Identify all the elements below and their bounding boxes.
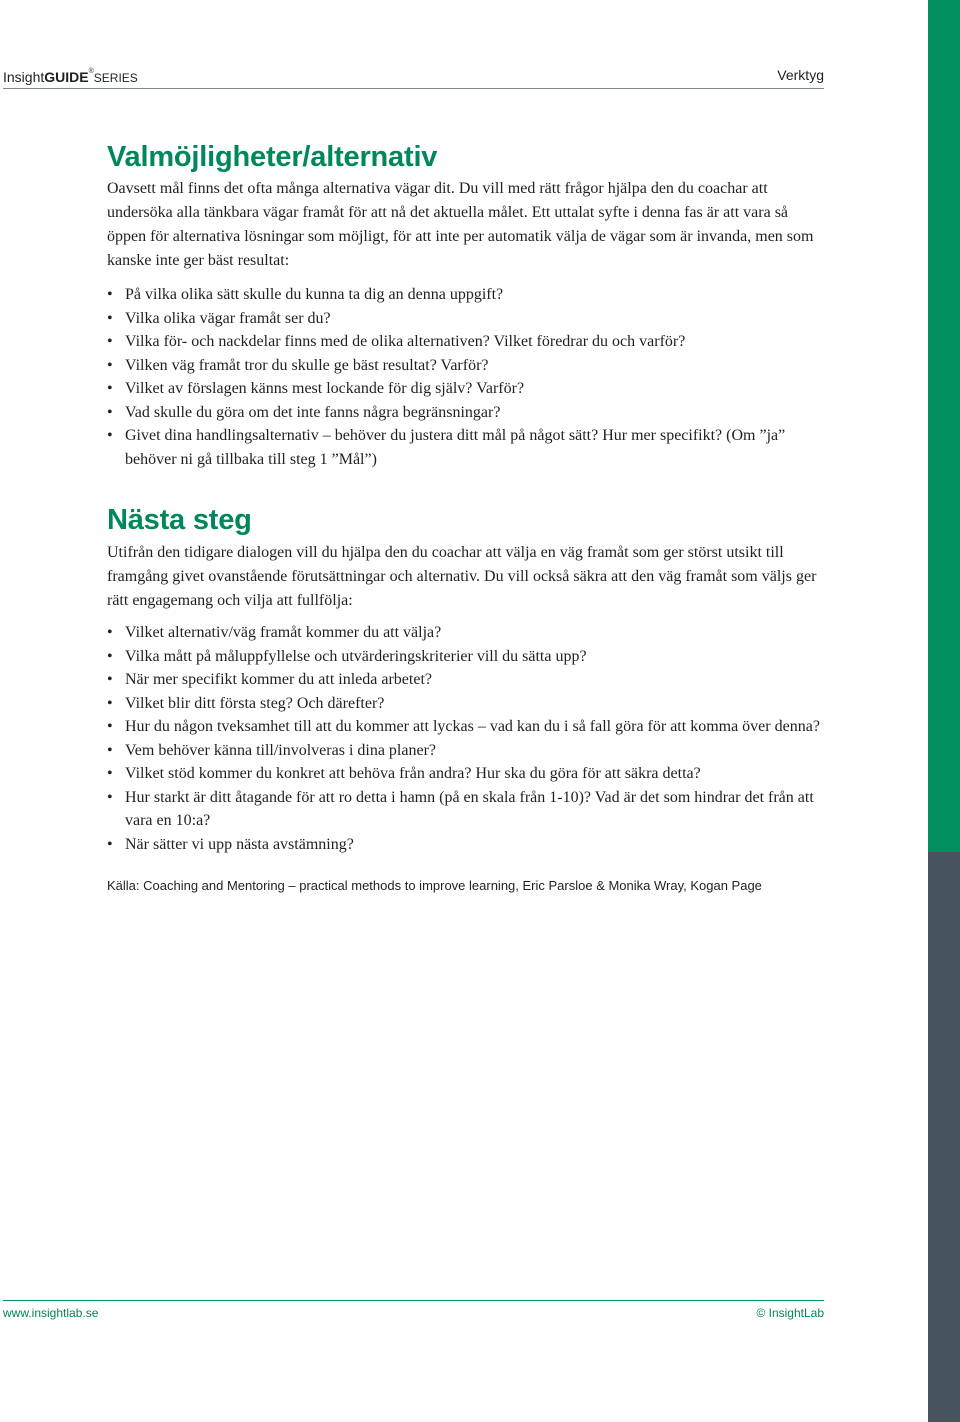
list-item-text: På vilka olika sätt skulle du kunna ta dig an denna uppgift? bbox=[125, 286, 504, 303]
list-item bbox=[107, 833, 822, 857]
list-item bbox=[107, 762, 822, 786]
list-item bbox=[107, 739, 822, 763]
bullet-icon: • bbox=[107, 309, 113, 327]
side-accent-bar-green bbox=[928, 0, 960, 852]
website-link[interactable]: www.insightlab.se bbox=[3, 1306, 99, 1320]
section2-bullet-list bbox=[107, 621, 822, 856]
brand-series: SERIES bbox=[93, 71, 138, 85]
bullet-icon: • bbox=[107, 356, 113, 374]
bullet-icon: • bbox=[107, 647, 113, 665]
list-item-text: Vilket stöd kommer du konkret att behöva från andra? Hur ska du göra för att säkra detta? bbox=[125, 765, 701, 782]
list-item bbox=[107, 786, 822, 833]
list-item bbox=[107, 283, 822, 307]
bullet-icon: • bbox=[107, 835, 113, 853]
section1-bullet-list bbox=[107, 283, 822, 471]
section-label: Verktyg bbox=[777, 67, 824, 83]
list-item bbox=[107, 692, 822, 716]
bullet-icon: • bbox=[107, 694, 113, 712]
brand-registered-mark: ® bbox=[88, 68, 94, 75]
bullet-icon: • bbox=[107, 788, 113, 806]
list-item bbox=[107, 330, 822, 354]
page-header bbox=[3, 66, 824, 90]
side-accent-bar-slate bbox=[928, 852, 960, 1422]
list-item bbox=[107, 401, 822, 425]
list-item bbox=[107, 307, 822, 331]
list-item bbox=[107, 354, 822, 378]
bullet-icon: • bbox=[107, 286, 113, 303]
bullet-icon: • bbox=[107, 718, 113, 735]
bullet-icon: • bbox=[107, 765, 113, 782]
main-content bbox=[107, 139, 822, 907]
section2-title: Nästa steg bbox=[107, 504, 252, 536]
list-item-text: Hur starkt är ditt åtagande för att ro detta i hamn (på en skala från 1-10)? Vad är det som hindrar det från att vara en 10:a? bbox=[125, 788, 814, 829]
footer-divider bbox=[3, 1300, 824, 1301]
list-item-text: Vad skulle du göra om det inte fanns några begränsningar? bbox=[125, 403, 501, 421]
bullet-icon: • bbox=[107, 333, 113, 350]
bullet-icon: • bbox=[107, 741, 113, 759]
list-item bbox=[107, 645, 822, 669]
list-item-text: Vilket alternativ/väg framåt kommer du att välja? bbox=[125, 624, 442, 641]
list-item bbox=[107, 668, 822, 692]
brand-insight: Insight bbox=[3, 69, 45, 85]
section1-title: Valmöjligheter/alternativ bbox=[107, 141, 438, 173]
list-item-text: Vilken väg framåt tror du skulle ge bäst resultat? Varför? bbox=[125, 356, 489, 374]
bullet-icon: • bbox=[107, 380, 113, 397]
list-item-text: Vilket blir ditt första steg? Och därefter? bbox=[125, 694, 385, 712]
bullet-icon: • bbox=[107, 427, 113, 444]
list-item bbox=[107, 377, 822, 401]
bullet-icon: • bbox=[107, 671, 113, 688]
brand-guide: GUIDE bbox=[44, 69, 89, 85]
list-item-text: Hur du någon tveksamhet till att du kommer att lyckas – vad kan du i så fall göra för att komma över denna? bbox=[125, 718, 820, 735]
list-item bbox=[107, 621, 822, 645]
section1-intro: Oavsett mål finns det ofta många alternativa vägar dit. Du vill med rätt frågor hjälpa den du coachar att undersöka alla tänkbara vägar framåt för att nå det aktuella målet. Ett uttalat syfte i denna fas är att vara så öppen för alternativa lösningar som möjligt, för att inte per automatik välja de vägar som är invanda, men som kanske inte ger bäst resultat: bbox=[107, 180, 814, 269]
list-item-text: När sätter vi upp nästa avstämning? bbox=[125, 835, 354, 853]
list-item-text: Vilka för- och nackdelar finns med de olika alternativen? Vilket föredrar du och varför? bbox=[125, 333, 686, 350]
list-item-text: När mer specifikt kommer du att inleda arbetet? bbox=[125, 671, 432, 688]
brand-logo bbox=[3, 69, 138, 85]
bullet-icon: • bbox=[107, 624, 113, 641]
list-item-text: Vilka olika vägar framåt ser du? bbox=[125, 309, 331, 327]
list-item-text: Vilka mått på måluppfyllelse och utvärderingskriterier vill du sätta upp? bbox=[125, 647, 587, 665]
list-item bbox=[107, 715, 822, 739]
copyright-notice: © InsightLab bbox=[756, 1306, 824, 1320]
section2-intro: Utifrån den tidigare dialogen vill du hjälpa den du coachar att välja en väg framåt som ger störst utsikt till framgång givet ovanstående förutsättningar och alternativ. Du vill också säkra att den väg framåt som väljs ger rätt engagemang och vilja att fullfölja: bbox=[107, 544, 817, 609]
list-item-text: Givet dina handlingsalternativ – behöver du justera ditt mål på något sätt? Hur mer specifikt? (Om ”ja” behöver ni gå tillbaka till steg 1 ”Mål”) bbox=[125, 427, 786, 468]
source-citation: Källa: Coaching and Mentoring – practical methods to improve learning, Eric Parsloe & Monika Wray, Kogan Page bbox=[107, 878, 762, 893]
list-item bbox=[107, 424, 822, 471]
header-divider bbox=[3, 88, 824, 89]
list-item-text: Vem behöver känna till/involveras i dina planer? bbox=[125, 741, 437, 759]
bullet-icon: • bbox=[107, 403, 113, 421]
list-item-text: Vilket av förslagen känns mest lockande för dig själv? Varför? bbox=[125, 380, 525, 397]
page-footer bbox=[3, 1300, 824, 1324]
